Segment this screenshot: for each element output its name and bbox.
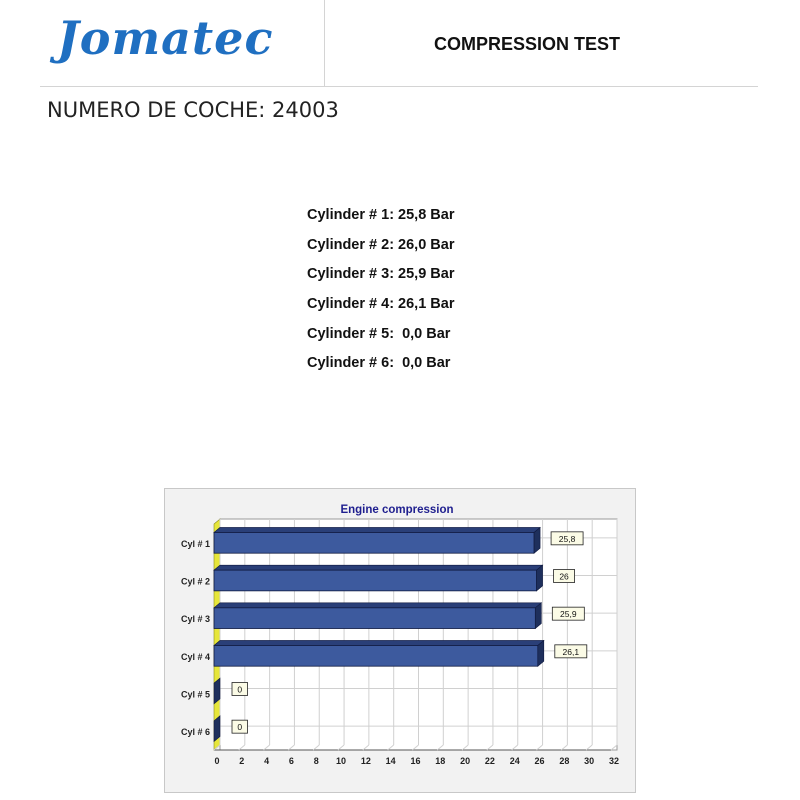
- x-tick-label: 4: [264, 756, 270, 766]
- bar-top-face: [214, 603, 541, 608]
- y-tick-label: Cyl # 1: [180, 538, 210, 549]
- x-tick-label: 10: [336, 756, 347, 766]
- x-tick-label: 32: [608, 756, 620, 766]
- chart-title: Engine compression: [340, 504, 454, 516]
- cylinder-readings: [307, 205, 455, 383]
- bar-top-face: [214, 527, 540, 532]
- x-tick-label: 2: [239, 756, 245, 766]
- x-tick-label: 16: [410, 756, 421, 766]
- data-label: 26: [559, 571, 569, 582]
- bar: [214, 608, 535, 629]
- bar-top-face: [214, 565, 543, 570]
- data-label: 26,1: [562, 646, 580, 657]
- reading-cylinder-5: Cylinder # 5: 0,0 Bar: [307, 325, 451, 342]
- x-tick-label: 6: [288, 756, 294, 766]
- chart-left-wall: [214, 519, 220, 750]
- x-tick-label: 14: [385, 756, 396, 766]
- y-tick-label: Cyl # 2: [180, 576, 210, 587]
- bar: [214, 532, 534, 553]
- y-tick-label: Cyl # 6: [180, 727, 210, 738]
- chart-svg: [164, 488, 636, 793]
- x-tick-label: 12: [360, 756, 371, 766]
- x-tick-label: 28: [559, 756, 570, 766]
- page-header: [40, 0, 758, 87]
- x-tick-label: 22: [484, 756, 495, 766]
- reading-cylinder-1: Cylinder # 1: 25,8 Bar: [307, 207, 455, 223]
- y-tick-label: Cyl # 5: [180, 689, 210, 700]
- y-tick-label: Cyl # 4: [180, 651, 210, 662]
- engine-compression-chart: [164, 488, 636, 793]
- reading-cylinder-4: Cylinder # 4: 26,1 Bar: [307, 296, 455, 313]
- x-tick-label: 20: [460, 756, 471, 766]
- car-number-label: NUMERO DE COCHE: 24003: [47, 98, 339, 122]
- x-tick-label: 8: [313, 756, 319, 766]
- reading-cylinder-6: Cylinder # 6: 0,0 Bar: [307, 355, 451, 372]
- x-tick-label: 24: [509, 756, 520, 766]
- x-tick-label: 26: [534, 756, 545, 766]
- data-label: 0: [237, 722, 243, 733]
- x-tick-label: 18: [435, 756, 446, 766]
- header-divider: [324, 0, 325, 86]
- x-tick-label: 30: [584, 756, 595, 766]
- brand-logo: Jomatec: [57, 11, 274, 65]
- document-title: COMPRESSION TEST: [434, 34, 621, 54]
- y-tick-label: Cyl # 3: [180, 614, 210, 625]
- bar: [214, 570, 537, 591]
- data-label: 25,8: [558, 533, 576, 544]
- x-tick-label: 0: [214, 756, 220, 766]
- bar-top-face: [214, 640, 544, 645]
- reading-cylinder-3: Cylinder # 3: 25,9 Bar: [307, 266, 455, 283]
- data-label: 0: [237, 684, 243, 695]
- data-label: 25,9: [560, 609, 577, 620]
- bar: [214, 645, 538, 666]
- reading-cylinder-2: Cylinder # 2: 26,0 Bar: [307, 236, 455, 253]
